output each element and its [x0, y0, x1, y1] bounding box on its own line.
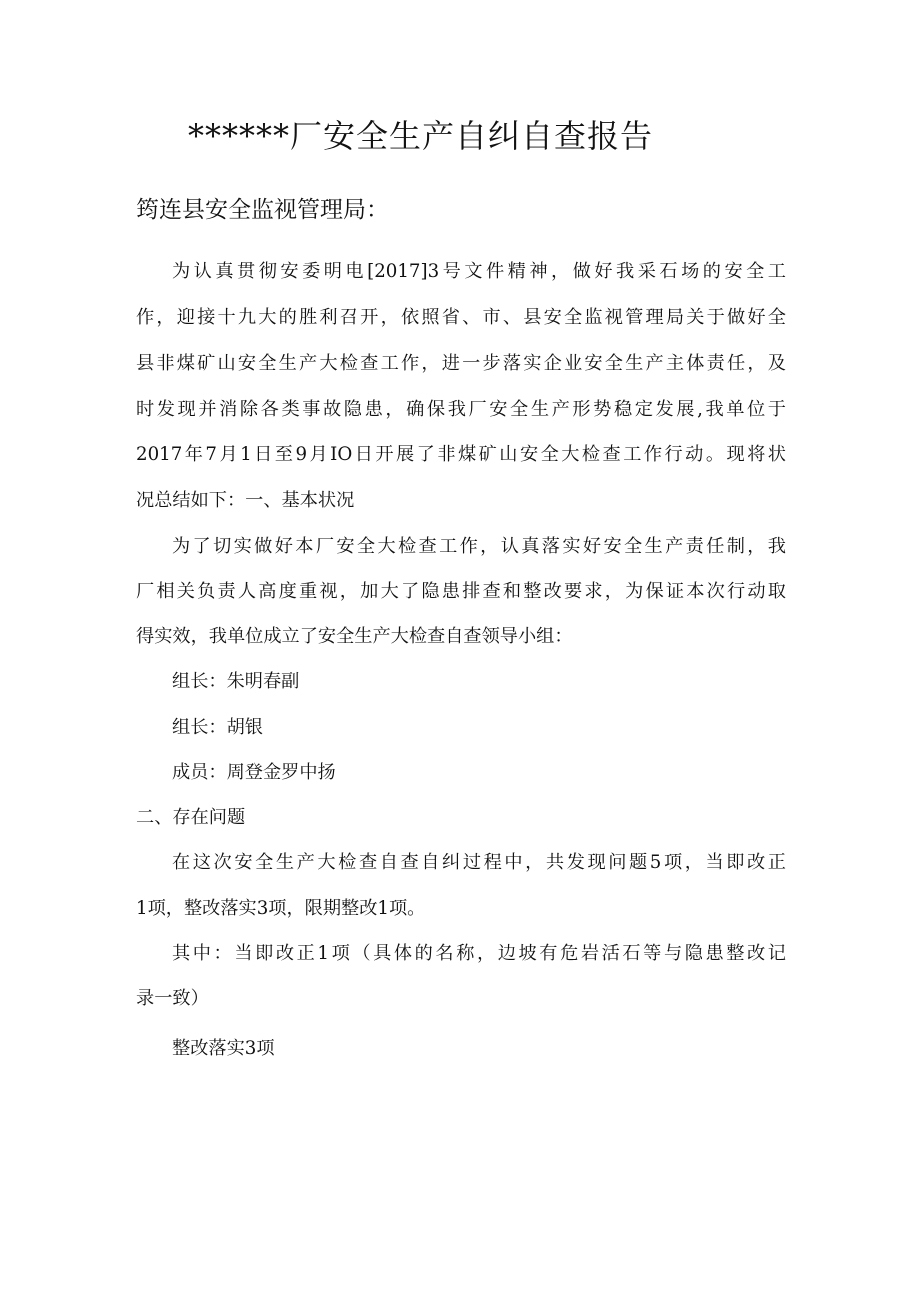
paragraph-line: 厂相关负责人高度重视，加大了隐患排查和整改要求，为保证本次行动取 [136, 581, 786, 602]
team-leader-line: 组长：朱明春副 [172, 671, 300, 692]
paragraph-line: 2017年7月1日至9月IO日开展了非煤矿山安全大检查工作行动。现将状 [136, 444, 786, 465]
deputy-leader-line: 组长：胡银 [172, 717, 263, 738]
paragraph-line: 录一致） [136, 988, 209, 1009]
paragraph-line: 为认真贯彻安委明电[2017]3号文件精神，做好我采石场的安全工 [172, 261, 786, 282]
paragraph-line: 时发现并消除各类事故隐患，确保我厂安全生产形势稳定发展,我单位于 [136, 399, 786, 420]
paragraph-line: 得实效，我单位成立了安全生产大检查自查领导小组： [136, 626, 573, 647]
paragraph-line: 县非煤矿山安全生产大检查工作，进一步落实企业安全生产主体责任，及 [136, 353, 786, 374]
salutation: 筠连县安全监视管理局： [136, 197, 389, 223]
section-heading: 二、存在问题 [136, 807, 246, 828]
paragraph-line: 作，迎接十九大的胜利召开，依照省、市、县安全监视管理局关于做好全 [136, 307, 786, 328]
document-title: ******厂安全生产自纠自查报告 [188, 117, 654, 155]
paragraph-line: 1项，整改落实3项，限期整改1项。 [136, 898, 426, 919]
members-line: 成员：周登金罗中扬 [172, 762, 336, 783]
paragraph-line: 其中：当即改正1项（具体的名称，边坡有危岩活石等与隐患整改记 [172, 943, 786, 964]
paragraph-line: 况总结如下：一、基本状况 [136, 490, 355, 511]
paragraph-line: 整改落实3项 [172, 1038, 275, 1059]
paragraph-line: 在这次安全生产大检查自查自纠过程中，共发现问题5项，当即改正 [172, 852, 786, 873]
paragraph-line: 为了切实做好本厂安全大检查工作，认真落实好安全生产责任制，我 [172, 536, 786, 557]
